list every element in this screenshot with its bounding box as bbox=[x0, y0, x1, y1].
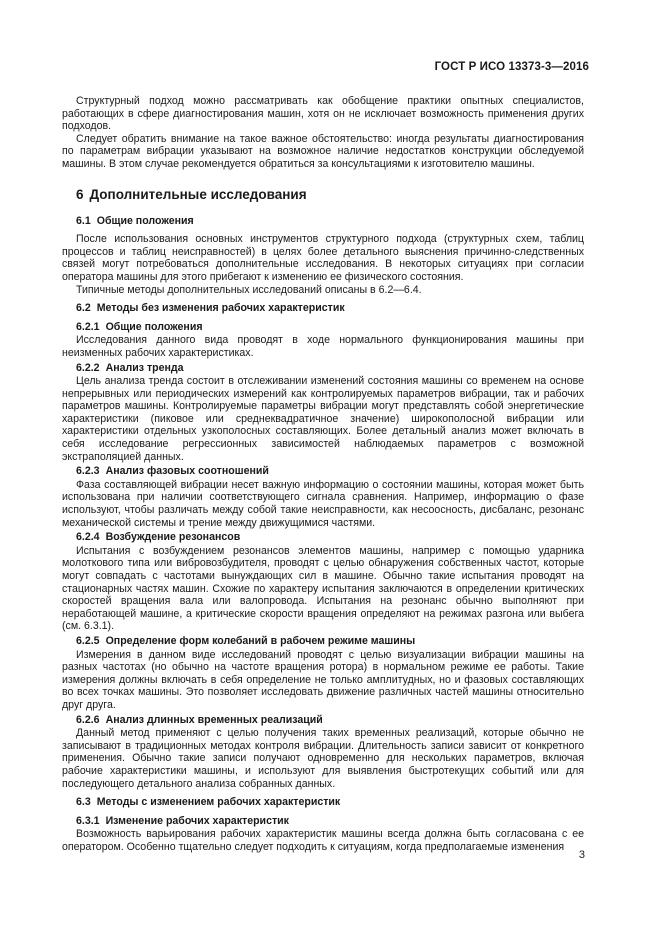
section-number: 6.2 bbox=[76, 302, 91, 315]
section-number: 6.2.1 bbox=[76, 320, 100, 333]
section-title: Анализ тренда bbox=[105, 361, 184, 374]
section-title: Анализ фазовых соотношений bbox=[105, 465, 269, 478]
section-number: 6.3 bbox=[76, 796, 91, 809]
section-6-2-5-heading bbox=[76, 635, 584, 648]
section-6-2-3-heading bbox=[76, 465, 584, 478]
section-title: Методы с изменением рабочих характеристик bbox=[96, 796, 341, 809]
section-6-1-heading bbox=[76, 215, 584, 228]
section-title: Общие положения bbox=[105, 320, 203, 333]
page-number: 3 bbox=[578, 849, 585, 861]
section-6-2-2-heading bbox=[76, 362, 584, 375]
intro-paragraph-1: Структурный подход можно рассматривать как обобщение практики опытных специалистов, работающих в сфере диагностирования машин, хотя он не исключает возможность применения других подходов. bbox=[62, 95, 584, 133]
section-6-1-paragraph-1: После использования основных инструментов структурного подхода (структурных схем, таблиц процессов и таблиц неисправностей) в целях более детального выяснения причинно-следственных связей могут потребоваться дополнительные исследования. В некоторых ситуациях при согласии оператора машины для этого прибегают к изменению ее физического состояния. bbox=[62, 233, 584, 283]
section-title: Методы без изменения рабочих характеристик bbox=[96, 302, 345, 315]
section-number: 6.2.2 bbox=[76, 361, 100, 374]
section-number: 6 bbox=[76, 186, 84, 202]
section-6-2-6-paragraph: Данный метод применяют с целью получения таких временных реализаций, которые обычно не записывают в традиционных методах контроля вибрации. Длительность записи зависит от конкретного применения. Обычно такие записи получают одновременно для нескольких параметров, включая рабочие характеристики машины, и используют для выявления быстротекущих событий или для последующего детального анализа собранных данных. bbox=[62, 727, 584, 790]
document-id-header: ГОСТ Р ИСО 13373-3—2016 bbox=[434, 61, 589, 73]
section-6-2-2-paragraph: Цель анализа тренда состоит в отслеживании изменений состояния машины со временем на основе непрерывных или периодических измерений как контролируемых параметров вибрации, так и рабочих параметров машины. Контролируемые параметры вибрации могут представлять собой энергетические характеристики (пиковое или среднеквадратичное значение) широкополосной вибрации или характеристики отдельных узкополосных составляющих. Более детальный анализ может включать в себя исследование регрессионных зависимостей наблюдаемых параметров с возможной экстраполяцией данных. bbox=[62, 375, 584, 463]
section-6-2-4-heading bbox=[76, 531, 584, 544]
section-title: Изменение рабочих характеристик bbox=[105, 814, 289, 827]
section-number: 6.1 bbox=[76, 214, 91, 227]
section-6-2-4-paragraph: Испытания с возбуждением резонансов элементов машины, например с помощью ударника молоткового типа или вибровозбудителя, проводят с целью обнаружения собственных частот, которые могут совпадать с частотами вынуждающих сил в машине. Обычно такие испытания проводят на стационарных частях машин. Схожие по характеру испытания заключаются в определении критических скоростей вращения вала или валопровода. Испытания на резонанс обычно выполняют при неработающей машине, а критические скорости вращения определяют на режимах разгона или выбега (см. 6.3.1). bbox=[62, 544, 584, 633]
section-6-1-paragraph-2: Типичные методы дополнительных исследований описаны в 6.2—6.4. bbox=[76, 283, 422, 296]
section-6-2-1-heading bbox=[76, 321, 584, 334]
section-6-2-heading bbox=[76, 302, 584, 315]
section-number: 6.3.1 bbox=[76, 814, 100, 827]
section-6-3-1-heading bbox=[76, 815, 584, 828]
section-6-heading bbox=[76, 187, 584, 203]
section-title: Определение форм колебаний в рабочем режиме машины bbox=[105, 634, 416, 647]
section-6-3-heading bbox=[76, 796, 584, 809]
section-title: Дополнительные исследования bbox=[89, 186, 307, 202]
section-number: 6.2.3 bbox=[76, 465, 100, 478]
section-number: 6.2.6 bbox=[76, 713, 100, 726]
section-title: Анализ длинных временных реализаций bbox=[105, 713, 323, 726]
section-title: Общие положения bbox=[96, 214, 194, 227]
intro-paragraph-2: Следует обратить внимание на такое важное обстоятельство: иногда результаты диагностирования по параметрам вибрации указывают на возможное наличие недостатков конструкции обследуемой машины. В этом случае рекомендуется обратиться за консультациями к изготовителю машины. bbox=[62, 132, 584, 170]
section-6-2-3-paragraph: Фаза составляющей вибрации несет важную информацию о состоянии машины, которая может быть использована при наличии соответствующего сигнала сравнения. Например, информацию о фазе используют, чтобы различать между собой такие неисправности, как несоосность, дисбаланс, резонанс механической системы и трение между движущимися частями. bbox=[62, 478, 584, 529]
section-title: Возбуждение резонансов bbox=[105, 531, 241, 544]
section-number: 6.2.4 bbox=[76, 531, 100, 544]
section-6-3-1-paragraph: Возможность варьирования рабочих характеристик машины всегда должна быть согласована с ее оператором. Особенно тщательно следует подходить к ситуациям, когда предполагаемые изменения bbox=[62, 828, 584, 853]
page-content bbox=[62, 95, 584, 853]
section-6-2-5-paragraph: Измерения в данном виде исследований проводят с целью визуализации вибрации машины на разных частотах (но обычно на частоте вращения ротора) в нормальном режиме ее работы. Такие измерения должны включать в себя определение не только амплитудных, но и фазовых составляющих во всех точках машины. Это позволяет исследовать движение различных частей машины относительно друг друга. bbox=[62, 648, 584, 711]
section-6-2-1-paragraph: Исследования данного вида проводят в ходе нормального функционирования машины при неизменных рабочих характеристиках. bbox=[62, 334, 584, 359]
section-number: 6.2.5 bbox=[76, 634, 100, 647]
section-6-2-6-heading bbox=[76, 714, 584, 727]
